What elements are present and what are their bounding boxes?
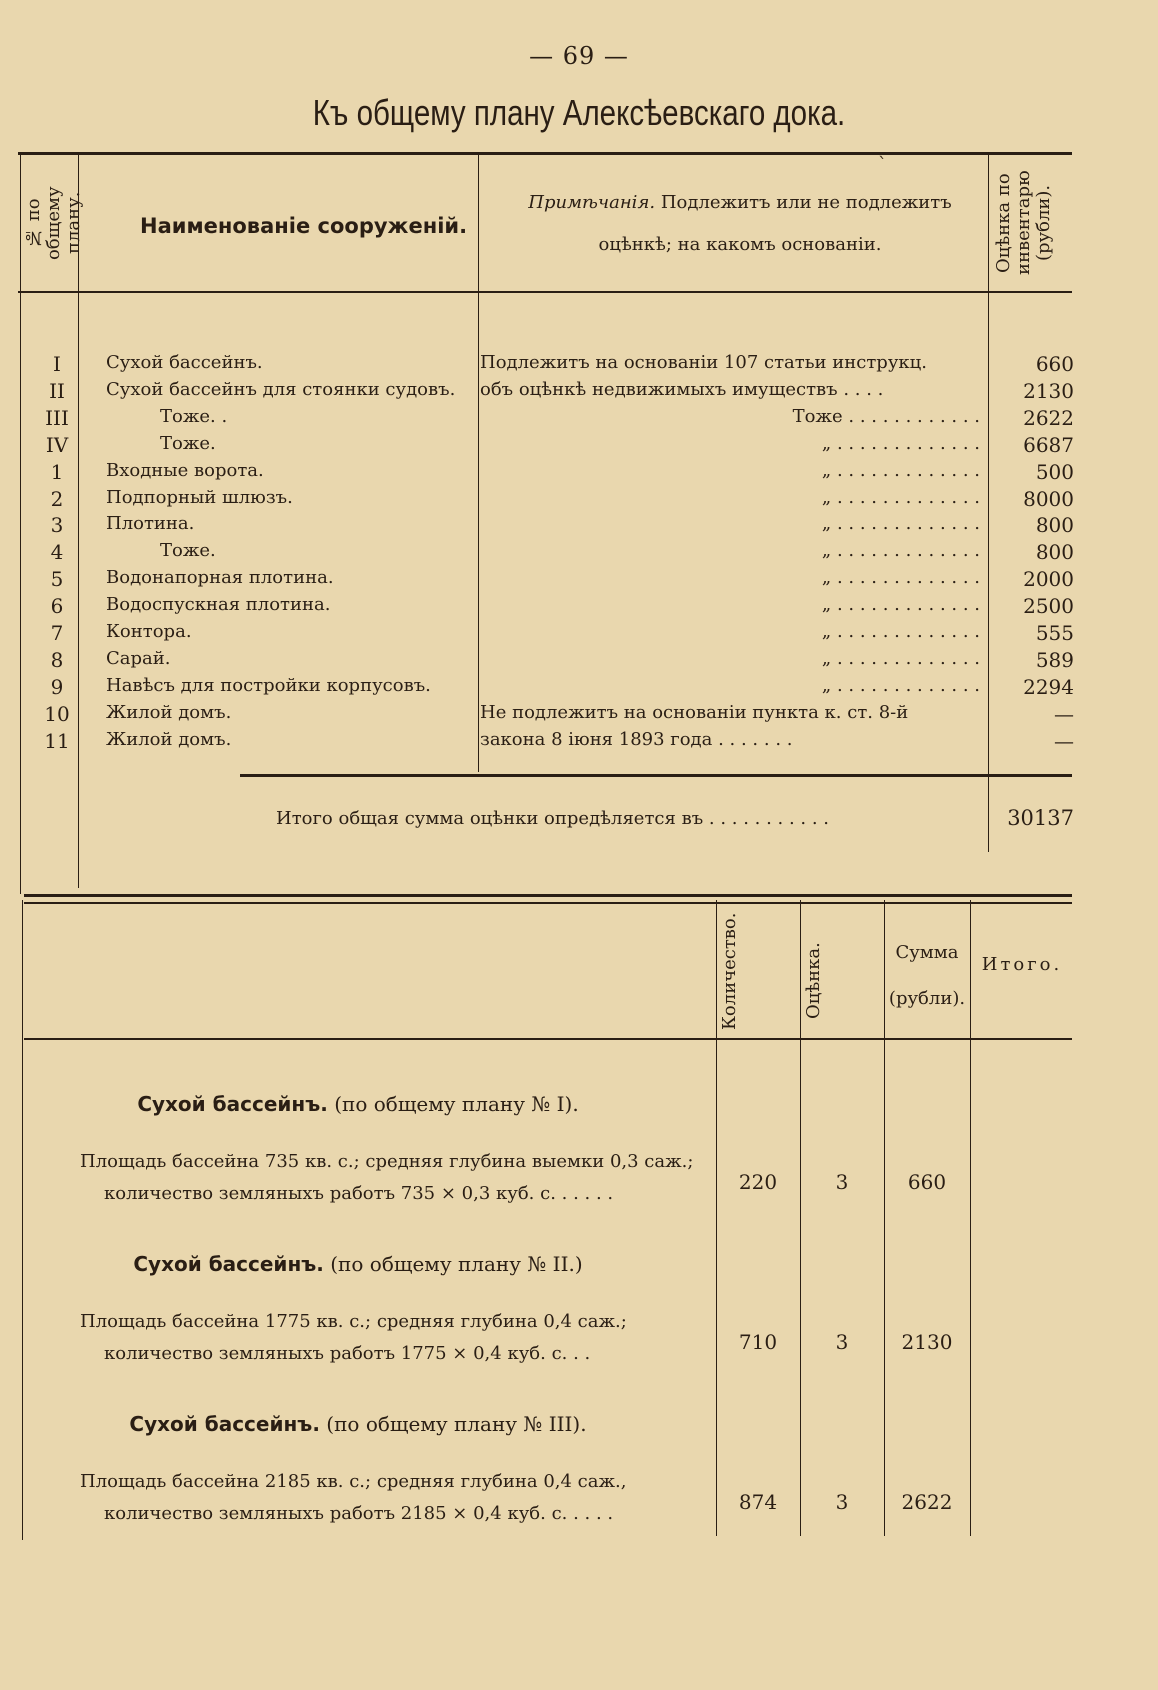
section-description <box>80 1306 704 1370</box>
row-structure-name: Тоже. . <box>160 406 228 427</box>
cell-sum: 2622 <box>901 1490 953 1514</box>
header-notes <box>500 182 980 266</box>
section-title <box>0 1092 716 1116</box>
row-plan-number: 6 <box>50 594 64 618</box>
total-value: 30137 <box>1007 806 1074 830</box>
header-rate: Оцѣнка. <box>803 942 824 1020</box>
header-quantity: Количество. <box>719 912 740 1030</box>
section-line2: количество земляныхъ работъ 735 × 0,3 куб. с. . . . . . <box>104 1183 614 1204</box>
row-structure-name: Тоже. <box>160 433 216 454</box>
table2-left-border <box>22 900 23 1540</box>
section-title-plan: (по общему плану № III). <box>326 1412 587 1436</box>
table2-col-divider-1 <box>716 900 717 1536</box>
row-inventory-value: — <box>1054 729 1074 753</box>
cell-quantity: 220 <box>738 1170 778 1194</box>
row-plan-number: 5 <box>50 567 64 591</box>
header-inventory-value: Оцѣнка по инвентарю (рубли). <box>993 170 1054 276</box>
header-mark: ˋ <box>878 154 887 175</box>
row-note: „ . . . . . . . . . . . . . <box>821 567 980 588</box>
cell-sum: 660 <box>907 1170 947 1194</box>
row-inventory-value: 2294 <box>1023 675 1074 699</box>
cell-rate: 3 <box>835 1490 849 1514</box>
row-note: „ . . . . . . . . . . . . . <box>821 594 980 615</box>
header-sum <box>886 930 968 1022</box>
row-note: „ . . . . . . . . . . . . . <box>821 621 980 642</box>
table2-col-divider-4 <box>970 900 971 1536</box>
row-note: Не подлежитъ на основаніи пункта к. ст. 8-й <box>480 702 909 723</box>
row-plan-number: III <box>45 406 69 430</box>
header-sum-line1: Сумма <box>895 942 959 963</box>
row-note: закона 8 іюня 1893 года . . . . . . . <box>480 729 793 750</box>
row-plan-number: 3 <box>50 513 64 537</box>
row-structure-name: Тоже. <box>160 540 216 561</box>
row-plan-number: 2 <box>50 487 64 511</box>
total-label: Итого общая сумма оцѣнки опредѣляется въ . . . . . . . . . . . <box>276 808 830 829</box>
row-structure-name: Жилой домъ. <box>106 729 232 750</box>
section-line1: Площадь бассейна 2185 кв. с.; средняя глубина 0,4 саж., <box>80 1471 627 1492</box>
section-title <box>0 1412 716 1436</box>
section-title-plan: (по общему плану № II.) <box>330 1252 583 1276</box>
row-inventory-value: 555 <box>1035 621 1074 645</box>
header-structure-name: Наименованіе сооруженій. <box>140 214 468 238</box>
section-description <box>80 1146 704 1210</box>
section-line2: количество земляныхъ работъ 1775 × 0,4 куб. с. . . <box>104 1343 591 1364</box>
row-note: „ . . . . . . . . . . . . . <box>821 433 980 454</box>
row-plan-number: II <box>49 379 65 403</box>
row-structure-name: Подпорный шлюзъ. <box>106 487 293 508</box>
cell-rate: 3 <box>835 1170 849 1194</box>
row-plan-number: 8 <box>50 648 64 672</box>
row-plan-number: IV <box>45 433 69 457</box>
row-plan-number: 1 <box>50 460 64 484</box>
row-note: Тоже . . . . . . . . . . . . <box>792 406 980 427</box>
row-structure-name: Контора. <box>106 621 192 642</box>
row-inventory-value: 800 <box>1035 513 1074 537</box>
section-line1: Площадь бассейна 735 кв. с.; средняя глубина выемки 0,3 саж.; <box>80 1151 694 1172</box>
row-structure-name: Сарай. <box>106 648 171 669</box>
section-description <box>80 1466 704 1530</box>
row-inventory-value: 800 <box>1035 540 1074 564</box>
table1-header-rule <box>18 291 1072 293</box>
row-structure-name: Жилой домъ. <box>106 702 232 723</box>
cell-quantity: 874 <box>738 1490 778 1514</box>
table1-top-rule <box>18 152 1072 155</box>
table2-header-rule <box>24 1038 1072 1040</box>
section-line2: количество земляныхъ работъ 2185 × 0,4 куб. с. . . . . <box>104 1503 614 1524</box>
row-inventory-value: 2000 <box>1023 567 1074 591</box>
header-sum-line2: (рубли). <box>888 988 966 1009</box>
row-plan-number: 10 <box>44 702 70 726</box>
table2-col-divider-2 <box>800 900 801 1536</box>
header-total: Итого. <box>981 954 1063 975</box>
section-title <box>0 1252 716 1276</box>
section-line1: Площадь бассейна 1775 кв. с.; средняя глубина 0,4 саж.; <box>80 1311 627 1332</box>
header-plan-number: № по общему плану. <box>23 186 84 260</box>
table2-top-rule <box>24 902 1072 904</box>
section-title-bold: Сухой бассейнъ. <box>129 1412 320 1436</box>
row-inventory-value: 660 <box>1035 352 1074 376</box>
row-inventory-value: — <box>1054 702 1074 726</box>
row-note: „ . . . . . . . . . . . . . <box>821 513 980 534</box>
section-title-bold: Сухой бассейнъ. <box>133 1252 324 1276</box>
section-title-bold: Сухой бассейнъ. <box>137 1092 328 1116</box>
row-note: „ . . . . . . . . . . . . . <box>821 540 980 561</box>
row-plan-number: 7 <box>50 621 64 645</box>
row-plan-number: 9 <box>50 675 64 699</box>
table1-total-rule <box>240 774 1072 777</box>
row-inventory-value: 6687 <box>1023 433 1074 457</box>
row-plan-number: 4 <box>50 540 64 564</box>
table2-col-divider-3 <box>884 900 885 1536</box>
row-note: Подлежитъ на основаніи 107 статьи инструкц. <box>480 352 927 373</box>
header-notes-italic: Примѣчанія. <box>528 192 656 213</box>
cell-quantity: 710 <box>738 1330 778 1354</box>
row-note: „ . . . . . . . . . . . . . <box>821 675 980 696</box>
row-plan-number: I <box>53 352 61 376</box>
row-inventory-value: 2622 <box>1023 406 1074 430</box>
table1-col-divider-3 <box>988 152 989 852</box>
section-title-plan: (по общему плану № I). <box>334 1092 579 1116</box>
row-note: „ . . . . . . . . . . . . . <box>821 460 980 481</box>
table1-bottom-rule <box>24 894 1072 897</box>
row-structure-name: Навѣсъ для постройки корпусовъ. <box>106 675 431 696</box>
page-title: Къ общему плану Алексѣевскаго дока. <box>312 92 846 133</box>
row-plan-number: 11 <box>44 729 70 753</box>
row-structure-name: Водоспускная плотина. <box>106 594 331 615</box>
page-number: — 69 — <box>529 42 629 70</box>
row-structure-name: Входные ворота. <box>106 460 264 481</box>
cell-rate: 3 <box>835 1330 849 1354</box>
row-note: „ . . . . . . . . . . . . . <box>821 487 980 508</box>
table1-col-divider-2 <box>478 152 479 772</box>
row-note: „ . . . . . . . . . . . . . <box>821 648 980 669</box>
row-structure-name: Водонапорная плотина. <box>106 567 334 588</box>
row-structure-name: Сухой бассейнъ. <box>106 352 263 373</box>
row-inventory-value: 2500 <box>1023 594 1074 618</box>
row-inventory-value: 2130 <box>1023 379 1074 403</box>
table1-left-border <box>20 152 21 894</box>
row-note: объ оцѣнкѣ недвижимыхъ имуществъ . . . . <box>480 379 884 400</box>
row-structure-name: Сухой бассейнъ для стоянки судовъ. <box>106 379 456 400</box>
row-inventory-value: 8000 <box>1023 487 1074 511</box>
header-notes-text: Подлежитъ или не подлежитъ оцѣнкѣ; на какомъ основаніи. <box>598 192 952 255</box>
row-inventory-value: 500 <box>1035 460 1074 484</box>
row-inventory-value: 589 <box>1035 648 1074 672</box>
cell-sum: 2130 <box>901 1330 953 1354</box>
row-structure-name: Плотина. <box>106 513 195 534</box>
